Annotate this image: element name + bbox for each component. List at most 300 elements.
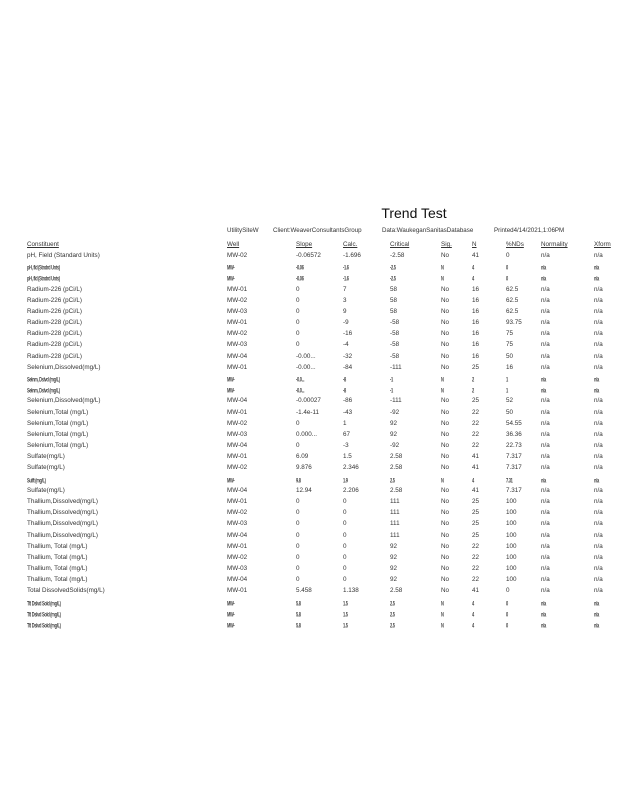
- cell-calc: -1.6: [343, 274, 349, 283]
- cell-n: 16: [472, 341, 480, 349]
- cell-normality: n/a: [541, 296, 550, 304]
- cell-well: MW-02: [227, 330, 248, 338]
- cell-normality: n/a: [541, 386, 546, 395]
- cell-pct-nds: 0: [506, 620, 508, 629]
- col-pct-nds: %NDs: [506, 241, 524, 248]
- cell-sig: No: [441, 330, 450, 338]
- cell-slope: 0: [296, 520, 300, 528]
- cell-sig: No: [441, 497, 450, 505]
- cell-critical: -58: [390, 330, 400, 338]
- cell-n: 4: [472, 620, 474, 629]
- cell-pct-nds: 22.73: [506, 442, 522, 450]
- cell-n: 25: [472, 520, 480, 528]
- cell-n: 22: [472, 442, 480, 450]
- cell-calc: 0: [343, 520, 347, 528]
- table-row: [0, 554, 618, 564]
- cell-pct-nds: 0: [506, 609, 508, 618]
- cell-calc: 7: [343, 285, 347, 293]
- cell-normality: n/a: [541, 374, 546, 383]
- cell-n: 16: [472, 307, 480, 315]
- cell-xform: n/a: [594, 285, 603, 293]
- cell-well: MW-01: [227, 363, 248, 371]
- cell-pct-nds: 100: [506, 542, 517, 550]
- cell-constituent: Sulfate(mg/L): [27, 464, 65, 472]
- cell-n: 16: [472, 330, 480, 338]
- cell-well: MW-: [227, 620, 235, 629]
- cell-slope: 0: [296, 341, 300, 349]
- cell-n: 16: [472, 352, 480, 360]
- cell-well: MW-: [227, 598, 235, 607]
- cell-well: MW-02: [227, 464, 248, 472]
- cell-calc: -43: [343, 408, 353, 416]
- cell-n: 22: [472, 576, 480, 584]
- table-row: [0, 543, 618, 553]
- cell-n: 41: [472, 587, 480, 595]
- cell-pct-nds: 100: [506, 576, 517, 584]
- cell-normality: n/a: [541, 442, 550, 450]
- table-row: [0, 308, 618, 318]
- cell-n: 41: [472, 486, 480, 494]
- cell-constituent: Thallium, Total (mg/L): [27, 565, 88, 573]
- cell-xform: n/a: [594, 397, 603, 405]
- cell-constituent: Selnm, Dslvd (mg/L): [27, 374, 60, 383]
- table-row: [0, 532, 618, 542]
- col-critical: Critical: [390, 241, 410, 248]
- cell-slope: -0.06572: [296, 252, 321, 259]
- table-row: [0, 341, 618, 351]
- cell-calc: 1: [343, 419, 347, 427]
- table-row: [0, 353, 618, 363]
- cell-normality: n/a: [541, 497, 550, 505]
- cell-normality: n/a: [541, 430, 550, 438]
- cell-xform: n/a: [594, 442, 603, 450]
- cell-constituent: Thallium,Dissolved(mg/L): [27, 497, 99, 505]
- cell-normality: n/a: [541, 285, 550, 293]
- cell-well: MW-03: [227, 430, 248, 438]
- cell-critical: 111: [390, 497, 400, 505]
- cell-critical: 2.5: [390, 620, 395, 629]
- cell-normality: n/a: [541, 341, 550, 349]
- col-well: Well: [227, 241, 240, 248]
- table-row: [0, 610, 618, 620]
- cell-sig: No: [441, 352, 450, 360]
- cell-well: MW-01: [227, 408, 248, 416]
- cell-critical: 92: [390, 430, 398, 438]
- cell-sig: No: [441, 576, 450, 584]
- cell-constituent: Thallium,Dissolved(mg/L): [27, 520, 99, 528]
- cell-sig: No: [441, 453, 450, 461]
- cell-well: MW-04: [227, 531, 248, 539]
- cell-normality: n/a: [541, 553, 550, 561]
- cell-well: MW-02: [227, 252, 248, 259]
- report-title: Trend Test: [381, 205, 447, 221]
- cell-xform: n/a: [594, 565, 603, 573]
- cell-xform: n/a: [594, 430, 603, 438]
- cell-xform: n/a: [594, 386, 599, 395]
- cell-slope: 0: [296, 565, 300, 573]
- cell-n: 22: [472, 542, 480, 550]
- cell-constituent: Selenium,Total (mg/L): [27, 430, 89, 438]
- cell-normality: n/a: [541, 620, 546, 629]
- table-row: [0, 274, 618, 284]
- cell-constituent: Thallium,Dissolved(mg/L): [27, 531, 99, 539]
- cell-sig: No: [441, 520, 450, 528]
- cell-critical: -1: [390, 374, 393, 383]
- cell-sig: No: [441, 565, 450, 573]
- table-row: [0, 397, 618, 407]
- cell-xform: n/a: [594, 252, 603, 259]
- table-row: [0, 576, 618, 586]
- cell-n: 2: [472, 374, 474, 383]
- cell-constituent: Sulft (mg/L): [27, 475, 46, 484]
- cell-slope: 0: [296, 509, 300, 517]
- cell-calc: 2.206: [343, 486, 359, 494]
- site-label: UtilitySiteW: [227, 227, 259, 234]
- cell-calc: -84: [343, 363, 353, 371]
- cell-xform: n/a: [594, 497, 603, 505]
- cell-normality: n/a: [541, 520, 550, 528]
- cell-pct-nds: 16: [506, 363, 514, 371]
- cell-constituent: pH, Field (Standard Units): [27, 252, 100, 259]
- cell-normality: n/a: [541, 486, 550, 494]
- cell-slope: 0: [296, 285, 300, 293]
- cell-constituent: Thallium, Total (mg/L): [27, 576, 88, 584]
- cell-critical: -58: [390, 341, 400, 349]
- cell-calc: -1.696: [343, 252, 361, 259]
- cell-sig: No: [441, 531, 450, 539]
- cell-pct-nds: 100: [506, 520, 517, 528]
- cell-n: 25: [472, 531, 480, 539]
- table-row: [0, 509, 618, 519]
- cell-critical: -58: [390, 352, 400, 360]
- table-row: [0, 286, 618, 296]
- cell-pct-nds: 93.75: [506, 319, 522, 327]
- table-row: [0, 330, 618, 340]
- cell-critical: 92: [390, 419, 398, 427]
- cell-well: MW-01: [227, 587, 248, 595]
- table-row: [0, 364, 618, 374]
- cell-n: 16: [472, 319, 480, 327]
- cell-critical: -2.58: [390, 252, 405, 259]
- col-slope: Slope: [296, 241, 313, 248]
- cell-sig: No: [441, 408, 450, 416]
- cell-xform: n/a: [594, 576, 603, 584]
- cell-xform: n/a: [594, 509, 603, 517]
- cell-pct-nds: 0: [506, 263, 508, 272]
- cell-well: MW-: [227, 386, 235, 395]
- cell-normality: n/a: [541, 587, 550, 595]
- cell-calc: 3: [343, 296, 347, 304]
- col-xform: Xform: [594, 241, 611, 248]
- table-row: [0, 375, 618, 385]
- cell-constituent: Selenium,Total (mg/L): [27, 442, 89, 450]
- cell-critical: 111: [390, 520, 400, 528]
- cell-slope: -0.00...: [296, 352, 316, 360]
- cell-slope: 9.8: [296, 475, 301, 484]
- cell-slope: 5.8: [296, 598, 301, 607]
- cell-calc: -32: [343, 352, 353, 360]
- table-row: [0, 453, 618, 463]
- cell-normality: n/a: [541, 576, 550, 584]
- table-row: [0, 621, 618, 631]
- cell-xform: n/a: [594, 419, 603, 427]
- cell-constituent: Selenium,Dissolved(mg/L): [27, 363, 101, 371]
- cell-pct-nds: 62.5: [506, 296, 519, 304]
- cell-normality: n/a: [541, 542, 550, 550]
- cell-normality: n/a: [541, 363, 550, 371]
- cell-slope: -0.0...: [296, 374, 305, 383]
- cell-n: 41: [472, 453, 480, 461]
- cell-n: 4: [472, 598, 474, 607]
- cell-sig: No: [441, 587, 450, 595]
- table-header: [0, 241, 618, 251]
- col-calc: Calc.: [343, 241, 358, 248]
- col-constituent: Constituent: [27, 241, 59, 248]
- cell-slope: 0.000...: [296, 430, 318, 438]
- cell-n: 41: [472, 464, 480, 472]
- cell-sig: N: [441, 598, 444, 607]
- cell-pct-nds: 52: [506, 397, 514, 405]
- cell-slope: 0: [296, 330, 300, 338]
- cell-slope: 0: [296, 419, 300, 427]
- cell-normality: n/a: [541, 274, 546, 283]
- cell-constituent: Ttl Dslvd Sold (mg/L): [27, 620, 61, 629]
- cell-xform: n/a: [594, 587, 603, 595]
- cell-critical: -111: [390, 397, 402, 405]
- cell-pct-nds: 0: [506, 587, 510, 595]
- cell-n: 4: [472, 263, 474, 272]
- cell-normality: n/a: [541, 307, 550, 315]
- cell-sig: No: [441, 397, 450, 405]
- cell-calc: -9: [343, 319, 349, 327]
- cell-sig: N: [441, 263, 444, 272]
- cell-pct-nds: 0: [506, 598, 508, 607]
- cell-critical: 2.58: [390, 464, 403, 472]
- cell-critical: -1: [390, 386, 393, 395]
- cell-calc: -8: [343, 374, 346, 383]
- cell-constituent: Radium-228 (pCi/L): [27, 319, 82, 327]
- cell-calc: 1.9: [343, 475, 348, 484]
- cell-normality: n/a: [541, 408, 550, 416]
- cell-normality: n/a: [541, 352, 550, 360]
- cell-xform: n/a: [594, 553, 603, 561]
- table-row: [0, 520, 618, 530]
- cell-critical: 92: [390, 542, 398, 550]
- cell-critical: 2.5: [390, 598, 395, 607]
- cell-slope: 9.876: [296, 464, 312, 472]
- cell-critical: -2.5: [390, 263, 396, 272]
- table-row: [0, 252, 618, 262]
- cell-well: MW-04: [227, 397, 248, 405]
- client-label: Client:WeaverConsultantsGroup: [273, 227, 362, 234]
- cell-constituent: Total DissolvedSolids(mg/L): [27, 587, 105, 595]
- cell-pct-nds: 7.317: [506, 453, 522, 461]
- cell-sig: No: [441, 419, 450, 427]
- cell-pct-nds: 0: [506, 252, 510, 259]
- cell-calc: 0: [343, 509, 347, 517]
- cell-constituent: Ttl Dslvd Sold (mg/L): [27, 609, 61, 618]
- cell-sig: N: [441, 274, 444, 283]
- cell-xform: n/a: [594, 531, 603, 539]
- cell-pct-nds: 75: [506, 341, 514, 349]
- cell-slope: 0: [296, 553, 300, 561]
- table-row: [0, 386, 618, 396]
- table-row: [0, 431, 618, 441]
- cell-constituent: Thallium,Dissolved(mg/L): [27, 509, 99, 517]
- cell-well: MW-03: [227, 520, 248, 528]
- cell-pct-nds: 62.5: [506, 307, 519, 315]
- cell-xform: n/a: [594, 352, 603, 360]
- cell-n: 25: [472, 397, 480, 405]
- cell-well: MW-: [227, 274, 235, 283]
- cell-xform: n/a: [594, 319, 603, 327]
- cell-n: 16: [472, 285, 480, 293]
- cell-calc: -16: [343, 330, 353, 338]
- cell-normality: n/a: [541, 475, 546, 484]
- col-sig: Sig.: [441, 241, 452, 248]
- cell-pct-nds: 7.317: [506, 486, 522, 494]
- cell-normality: n/a: [541, 330, 550, 338]
- table-row: [0, 319, 618, 329]
- cell-well: MW-01: [227, 319, 248, 327]
- cell-calc: 0: [343, 576, 347, 584]
- cell-pct-nds: 62.5: [506, 285, 519, 293]
- cell-well: MW-02: [227, 509, 248, 517]
- cell-critical: 111: [390, 531, 400, 539]
- cell-constituent: Selenium,Total (mg/L): [27, 419, 89, 427]
- cell-constituent: Thallium, Total (mg/L): [27, 542, 88, 550]
- cell-slope: 12.94: [296, 486, 312, 494]
- cell-slope: 0: [296, 296, 300, 304]
- cell-slope: -0.06: [296, 274, 304, 283]
- data-source-label: Data:WaukeganSanitasDatabase: [382, 227, 474, 234]
- cell-sig: N: [441, 386, 444, 395]
- cell-n: 4: [472, 609, 474, 618]
- cell-calc: -1.6: [343, 263, 349, 272]
- cell-sig: N: [441, 620, 444, 629]
- cell-slope: 6.09: [296, 453, 309, 461]
- cell-well: MW-02: [227, 553, 248, 561]
- cell-sig: N: [441, 609, 444, 618]
- cell-pct-nds: 7.31: [506, 475, 513, 484]
- cell-calc: 67: [343, 430, 351, 438]
- cell-normality: n/a: [541, 252, 550, 259]
- cell-xform: n/a: [594, 363, 603, 371]
- cell-well: MW-03: [227, 307, 248, 315]
- cell-constituent: Radium-226 (pCi/L): [27, 285, 82, 293]
- cell-constituent: pH, fld (Stndrd Unts): [27, 263, 60, 272]
- cell-well: MW-03: [227, 565, 248, 573]
- cell-calc: -8: [343, 386, 346, 395]
- cell-normality: n/a: [541, 464, 550, 472]
- cell-constituent: Radium-228 (pCi/L): [27, 330, 82, 338]
- cell-n: 22: [472, 430, 480, 438]
- cell-constituent: Sulfate(mg/L): [27, 453, 65, 461]
- cell-n: 16: [472, 296, 480, 304]
- cell-n: 4: [472, 274, 474, 283]
- cell-slope: -0.0...: [296, 386, 305, 395]
- cell-critical: 58: [390, 307, 398, 315]
- cell-xform: n/a: [594, 520, 603, 528]
- cell-critical: -111: [390, 363, 402, 371]
- cell-constituent: Radium-226 (pCi/L): [27, 307, 82, 315]
- cell-constituent: Radium-226 (pCi/L): [27, 296, 82, 304]
- cell-slope: -0.00027: [296, 397, 321, 405]
- cell-xform: n/a: [594, 330, 603, 338]
- cell-pct-nds: 7.317: [506, 464, 522, 472]
- cell-sig: No: [441, 553, 450, 561]
- cell-calc: 0: [343, 565, 347, 573]
- cell-xform: n/a: [594, 609, 599, 618]
- cell-critical: 92: [390, 553, 398, 561]
- cell-pct-nds: 0: [506, 274, 508, 283]
- cell-slope: 0: [296, 319, 300, 327]
- cell-critical: 2.58: [390, 486, 403, 494]
- cell-constituent: Selnm, Dslvd (mg/L): [27, 386, 60, 395]
- cell-calc: 1.5: [343, 620, 348, 629]
- cell-constituent: Selenium,Total (mg/L): [27, 408, 89, 416]
- cell-well: MW-: [227, 374, 235, 383]
- cell-well: MW-01: [227, 453, 248, 461]
- cell-pct-nds: 100: [506, 565, 517, 573]
- cell-critical: 2.58: [390, 453, 403, 461]
- cell-xform: n/a: [594, 296, 603, 304]
- cell-slope: 0: [296, 531, 300, 539]
- cell-xform: n/a: [594, 341, 603, 349]
- cell-well: MW-01: [227, 497, 248, 505]
- cell-critical: -58: [390, 319, 400, 327]
- cell-xform: n/a: [594, 274, 599, 283]
- cell-pct-nds: 75: [506, 330, 514, 338]
- cell-pct-nds: 100: [506, 497, 517, 505]
- cell-xform: n/a: [594, 620, 599, 629]
- cell-n: 22: [472, 553, 480, 561]
- cell-normality: n/a: [541, 319, 550, 327]
- cell-calc: 1.5: [343, 609, 348, 618]
- cell-sig: No: [441, 296, 450, 304]
- cell-pct-nds: 50: [506, 352, 514, 360]
- cell-normality: n/a: [541, 397, 550, 405]
- cell-sig: No: [441, 464, 450, 472]
- col-n: N: [472, 241, 477, 248]
- cell-sig: No: [441, 285, 450, 293]
- table-row: [0, 297, 618, 307]
- cell-well: MW-02: [227, 419, 248, 427]
- cell-xform: n/a: [594, 453, 603, 461]
- cell-n: 22: [472, 565, 480, 573]
- cell-sig: No: [441, 430, 450, 438]
- cell-critical: 111: [390, 509, 400, 517]
- table-row: [0, 420, 618, 430]
- cell-n: 22: [472, 408, 480, 416]
- cell-normality: n/a: [541, 263, 546, 272]
- cell-n: 25: [472, 497, 480, 505]
- cell-constituent: Radium-228 (pCi/L): [27, 352, 82, 360]
- cell-critical: 2.5: [390, 609, 395, 618]
- cell-calc: 2.346: [343, 464, 359, 472]
- cell-sig: No: [441, 442, 450, 450]
- cell-pct-nds: 1: [506, 374, 508, 383]
- cell-slope: 5.8: [296, 609, 301, 618]
- cell-pct-nds: 50: [506, 408, 514, 416]
- cell-critical: 58: [390, 296, 398, 304]
- cell-sig: No: [441, 341, 450, 349]
- cell-sig: No: [441, 307, 450, 315]
- cell-normality: n/a: [541, 531, 550, 539]
- cell-critical: 92: [390, 565, 398, 573]
- printed-label: Printed4/14/2021,1:06PM: [494, 227, 565, 234]
- cell-sig: N: [441, 475, 444, 484]
